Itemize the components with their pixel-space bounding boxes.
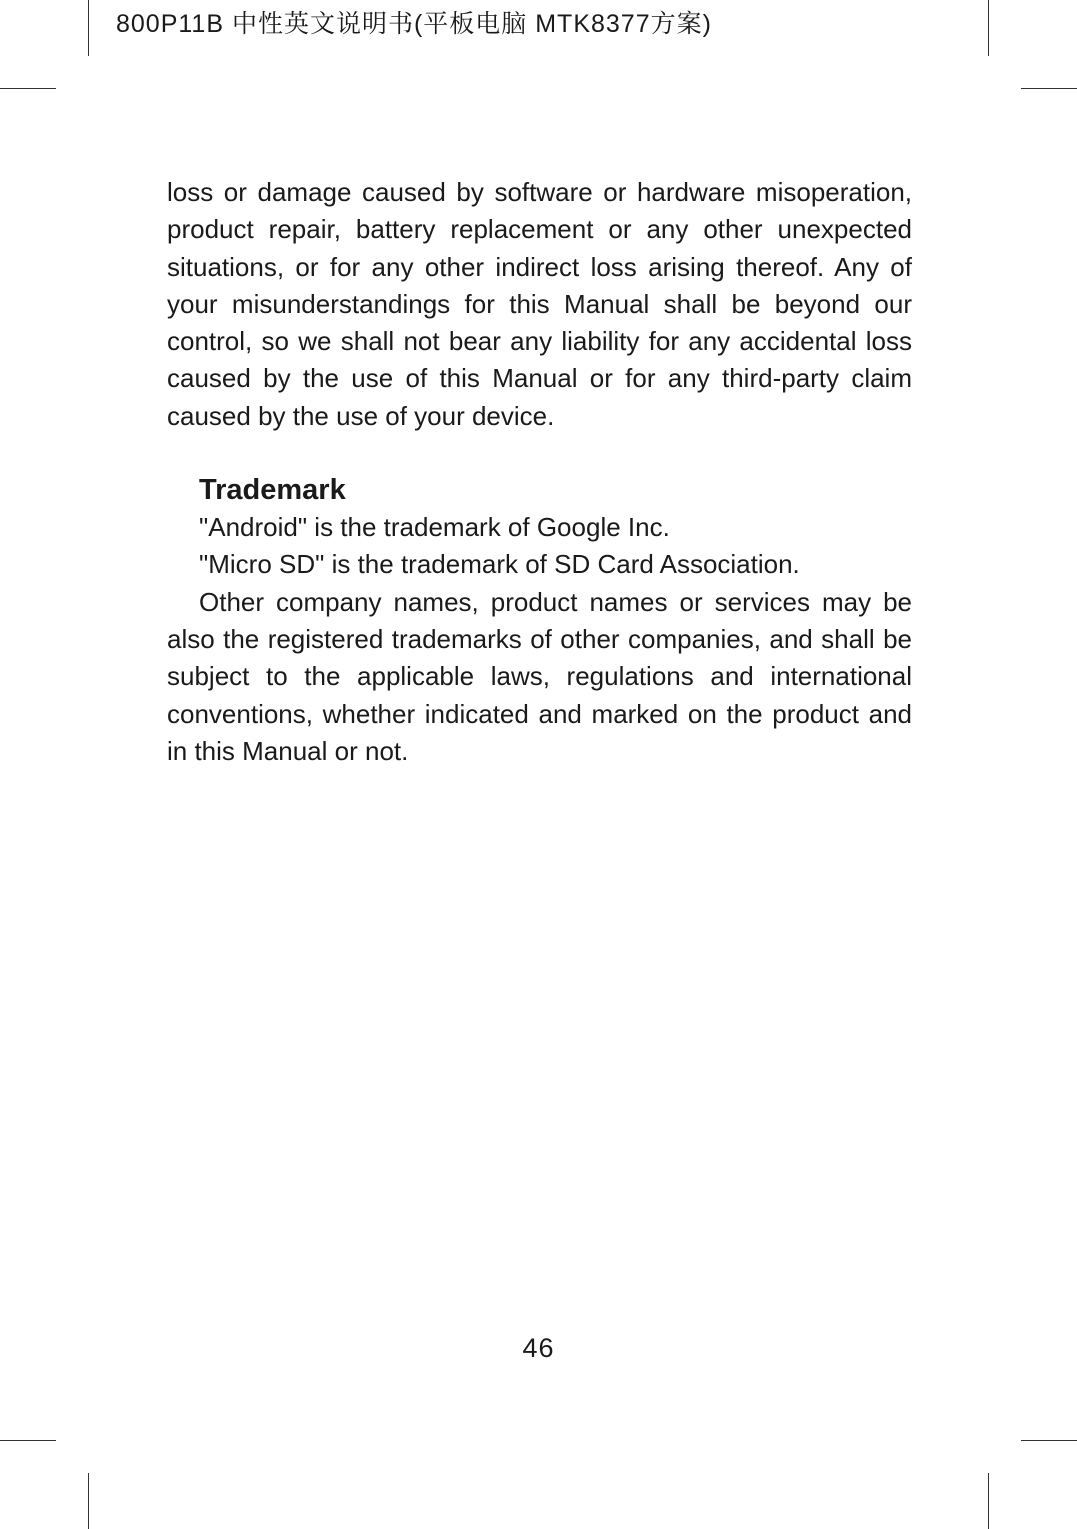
- trademark-heading: Trademark: [199, 474, 346, 507]
- microsd-trademark-line: "Micro SD" is the trademark of SD Card Association.: [199, 549, 800, 580]
- crop-mark-top-left-vertical: [88, 0, 89, 56]
- crop-mark-bottom-right-vertical: [988, 1473, 989, 1529]
- crop-mark-bottom-left-horizontal: [0, 1440, 56, 1441]
- page-number: 46: [522, 1333, 555, 1363]
- other-trademarks-paragraph: Other company names, product names or services may be also the registered trademarks of other companies, and shall be subject to the applicable laws, regulations and international conventions, whether indicated and marked on the product and in this Manual or not.: [167, 586, 912, 766]
- crop-mark-bottom-left-vertical: [88, 1473, 89, 1529]
- android-trademark-line: "Android" is the trademark of Google Inc.: [199, 512, 670, 543]
- crop-mark-top-right-horizontal: [1021, 88, 1077, 89]
- page-body: [167, 174, 912, 770]
- document-header-title: 800P11B 中性英文说明书(平板电脑 MTK8377方案): [116, 10, 712, 38]
- crop-mark-top-left-horizontal: [0, 88, 56, 89]
- crop-mark-bottom-right-horizontal: [1021, 1440, 1077, 1441]
- crop-mark-top-right-vertical: [988, 0, 989, 56]
- intro-paragraph: loss or damage caused by software or hardware misoperation, product repair, battery replacement or any other unexpected situations, or for any other indirect loss arising thereof. Any of your misunderstandings for this Manual shall be beyond our control, so we shall not bear any liability for any accidental loss caused by the use of this Manual or for any third-party claim caused by the use of your device.: [167, 177, 912, 431]
